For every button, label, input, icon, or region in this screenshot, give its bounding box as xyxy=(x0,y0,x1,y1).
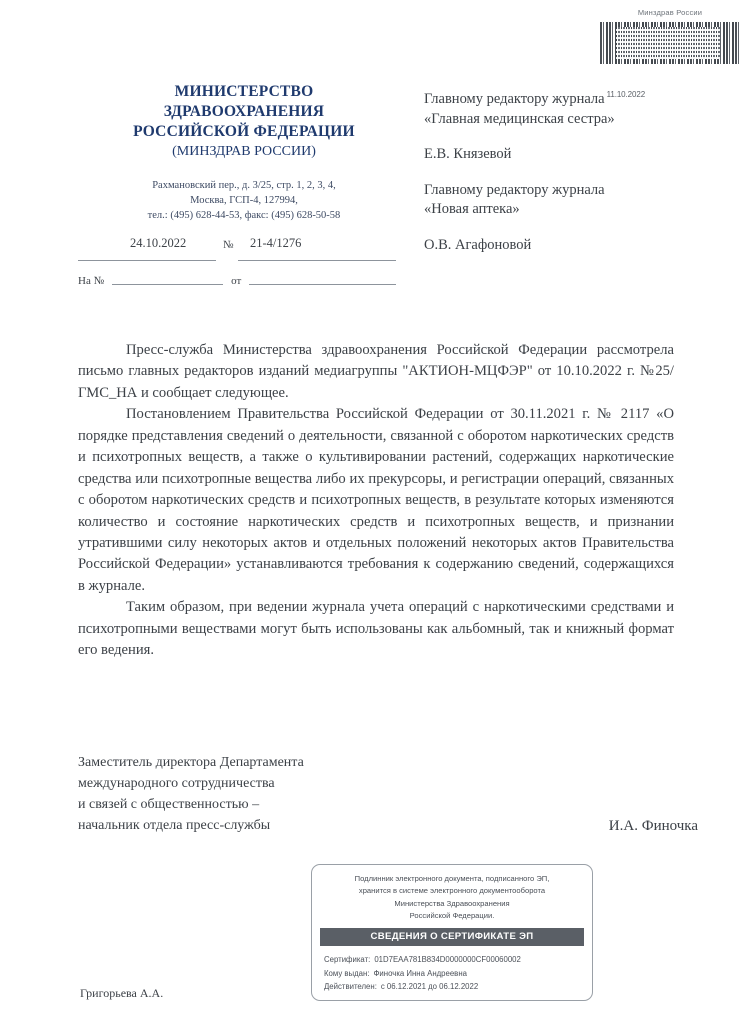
address-street: Рахмановский пер., д. 3/25, стр. 1, 2, 3, 4, xyxy=(152,179,336,191)
body-paragraph-1: Пресс-служба Министерства здравоохранения Российской Федерации рассмотрела письмо главных редакторов изданий медиагруппы "АКТИОН-МЦФЭР" от 10.10.2022 г. №25/ГМС_НА и сообщает следующее. xyxy=(78,342,674,401)
signatory-title xyxy=(78,752,498,836)
addressee-1 xyxy=(424,90,744,165)
document-body xyxy=(78,340,674,662)
addressee-2-publication: «Новая аптека» xyxy=(424,201,520,218)
addressee-1-role-text: Главному редактору журнала xyxy=(424,91,605,107)
ministry-name-line-3: РОССИЙСКОЙ ФЕДЕРАЦИИ xyxy=(133,122,355,140)
signatory-title-line-1: Заместитель директора Департамента xyxy=(78,755,304,770)
certificate-owner-label: Кому выдан: xyxy=(324,968,370,978)
signatory-title-line-2: международного сотрудничества xyxy=(78,776,275,791)
signatory-title-line-3: и связей с общественностью – xyxy=(78,797,260,812)
rule-reply-date xyxy=(249,284,396,285)
address-city: Москва, ГСП-4, 127994, xyxy=(190,194,298,206)
number-sign: № xyxy=(223,239,234,251)
certificate-serial-row xyxy=(324,953,580,966)
certificate-owner-value: Финочка Инна Андреевна xyxy=(373,968,467,978)
certificate-fields xyxy=(312,953,592,993)
ministry-name-line-2: ЗДРАВООХРАНЕНИЯ xyxy=(163,102,325,120)
incoming-registration-stamp xyxy=(596,8,744,64)
electronic-signature-stamp xyxy=(311,864,593,1001)
certificate-intro-line-4: Российской Федерации. xyxy=(409,910,495,920)
document-number: 21-4/1276 xyxy=(250,236,302,250)
body-paragraph-2: Постановлением Правительства Российской Федерации от 30.11.2021 г. № 2117 «О порядке представления сведений о деятельности, связанной с оборотом наркотических средств и психотропных веществ, а также о культивировании растений, содержащих наркотические средства или психотропные вещества либо их прекурсоры, и регистрации операций, связанных с оборотом наркотических средств и психотропных веществ, в результате которых изменяются количество и состояние наркотических средств и психотропных веществ, и признании утратившими силу некоторых актов и отдельных положений некоторых актов Правительства Российской Федерации» устанавливаются требования к содержанию сведений, содержащихся в журнале. xyxy=(78,406,674,594)
certificate-validity-value: с 06.12.2021 до 06.12.2022 xyxy=(380,982,479,991)
certificate-intro-line-1: Подлинник электронного документа, подписанного ЭП, xyxy=(354,874,550,883)
certificate-header-bar: СВЕДЕНИЯ О СЕРТИФИКАТЕ ЭП xyxy=(320,928,584,946)
reference-rules-top xyxy=(78,260,396,261)
ministry-short-caption: Минздрав России xyxy=(637,8,703,17)
address-phone-fax: тел.: (495) 628-44-53, факс: (495) 628-50-58 xyxy=(147,210,341,222)
certificate-intro xyxy=(312,873,592,922)
certificate-intro-line-2: хранится в системе электронного документооборота xyxy=(358,886,546,896)
reference-block xyxy=(78,236,396,288)
addressee-2-person: О.В. Агафоновой xyxy=(424,236,532,253)
addressee-block xyxy=(424,90,744,255)
certificate-serial-label: Сертификат: xyxy=(324,955,371,965)
executor-name: Григорьева А.А. xyxy=(80,986,164,1000)
rule-number xyxy=(238,260,396,261)
certificate-owner-row xyxy=(324,967,580,980)
addressee-2 xyxy=(424,181,744,256)
certificate-validity-row xyxy=(324,980,580,993)
ministry-short-name: (МИНЗДРАВ РОССИИ) xyxy=(172,144,316,160)
ministry-name-line-1: МИНИСТЕРСТВО xyxy=(174,83,314,100)
barcode-2d-icon xyxy=(600,22,740,64)
rule-date xyxy=(78,260,216,261)
addressee-1-role xyxy=(424,90,744,110)
signatory-title-line-4: начальник отдела пресс-службы xyxy=(78,818,271,833)
reply-date-label: от xyxy=(231,275,242,287)
signature-block xyxy=(78,752,698,836)
addressee-1-publication: «Главная медицинская сестра» xyxy=(424,110,615,127)
ministry-address xyxy=(88,178,400,224)
addressee-1-person: Е.В. Князевой xyxy=(424,146,512,163)
reply-to-label: На № xyxy=(78,275,105,287)
body-paragraph-3: Таким образом, при ведении журнала учета операций с наркотическими средствами и психотропными веществами могут быть использованы как альбомный, так и книжный формат его ведения. xyxy=(78,599,674,659)
certificate-intro-line-3: Министерства Здравоохранения xyxy=(394,898,510,908)
letterhead xyxy=(88,82,400,223)
certificate-serial-value: 01D7EAA781B834D0000000CF00060002 xyxy=(374,955,521,965)
addressee-2-role: Главному редактору журнала xyxy=(424,181,605,198)
document-date: 24.10.2022 xyxy=(130,236,187,250)
signatory-name: И.А. Финочка xyxy=(608,818,698,834)
rule-reply-number xyxy=(112,284,223,285)
certificate-validity-label: Действителен: xyxy=(324,982,377,991)
incoming-date-annotation: 11.10.2022 xyxy=(606,90,646,100)
reply-reference-row xyxy=(78,275,396,288)
